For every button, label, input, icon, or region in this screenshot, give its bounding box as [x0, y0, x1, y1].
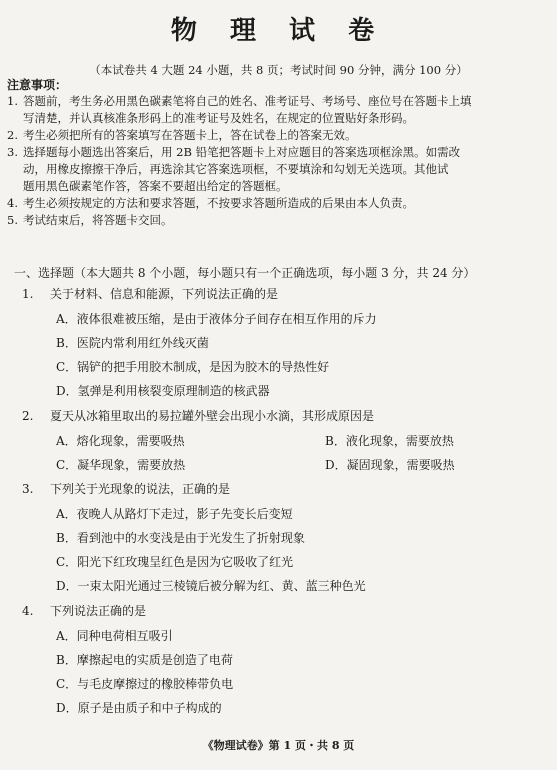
note-item — [7, 93, 547, 127]
note-number: 5. — [7, 213, 18, 227]
note-item — [7, 212, 547, 229]
note-number: 2. — [7, 128, 18, 142]
note-line: 考生必须按规定的方法和要求答题，不按要求答题所造成的后果由本人负责。 — [23, 196, 414, 210]
note-number: 3. — [7, 145, 18, 159]
note-number: 4. — [7, 196, 18, 210]
option-c: C．凝华现象，需要放热 — [56, 458, 186, 472]
note-line: 写清楚，并认真核准条形码上的准考证号及姓名，在规定的位置贴好条形码。 — [23, 111, 414, 125]
question-text: 下列关于光现象的说法，正确的是 — [50, 482, 231, 496]
option-a: A．液体很难被压缩，是由于液体分子间存在相互作用的斥力 — [56, 312, 377, 326]
question-stem — [22, 407, 542, 424]
option-a: A．同种电荷相互吸引 — [56, 629, 173, 643]
question-number: 3. — [22, 482, 34, 496]
question-number: 2. — [22, 409, 34, 423]
notes-heading: 注意事项： — [7, 78, 68, 92]
exam-meta: （本试卷共 4 大题 24 小题，共 8 页；考试时间 90 分钟，满分 100 分） — [89, 63, 468, 77]
note-line: 选择题每小题选出答案后，用 2B 铅笔把答题卡上对应题目的答案选项框涂黑。如需改 — [23, 145, 461, 159]
question-text: 夏天从冰箱里取出的易拉罐外壁会出现小水滴，其形成原因是 — [50, 409, 375, 423]
option-c: C．锅铲的把手用胶木制成，是因为胶木的导热性好 — [56, 360, 330, 374]
page-footer: 《物理试卷》第 1 页・共 8 页 — [202, 739, 355, 752]
question-text: 关于材料、信息和能源，下列说法正确的是 — [50, 287, 279, 301]
note-line: 答题前，考生务必用黑色碳素笔将自己的姓名、准考证号、考场号、座位号在答题卡上填 — [23, 94, 472, 108]
option-d: D．氢弹是利用核裂变原理制造的核武器 — [56, 384, 270, 398]
option-d: D．原子是由质子和中子构成的 — [56, 701, 222, 715]
note-number: 1. — [7, 94, 18, 108]
option-b: B．看到池中的水变浅是由于光发生了折射现象 — [56, 531, 305, 545]
option-d: D．凝固现象，需要吸热 — [325, 458, 455, 472]
question-stem — [22, 285, 542, 302]
note-item — [7, 144, 547, 195]
question-number: 1. — [22, 287, 34, 301]
note-line: 考生必须把所有的答案填写在答题卡上，答在试卷上的答案无效。 — [23, 128, 357, 142]
note-item — [7, 195, 547, 212]
option-b: B．医院内常利用红外线灭菌 — [56, 336, 209, 350]
exam-title: 物 理 试 卷 — [170, 16, 387, 46]
option-b: B．摩擦起电的实质是创造了电荷 — [56, 653, 233, 667]
note-line: 动，用橡皮擦擦干净后，再选涂其它答案选项框，不要填涂和勾划无关选项。其他试 — [23, 162, 449, 176]
section-heading: 一、选择题（本大题共 8 个小题，每小题只有一个正确选项，每小题 3 分，共 24 分） — [14, 266, 476, 280]
question-stem — [22, 480, 542, 497]
question-stem — [22, 602, 542, 619]
option-b: B．液化现象，需要放热 — [325, 434, 454, 448]
option-a: A．夜晚人从路灯下走过，影子先变长后变短 — [56, 507, 293, 521]
note-item — [7, 127, 547, 144]
question-text: 下列说法正确的是 — [50, 604, 147, 618]
note-line: 题用黑色碳素笔作答，答案不要超出给定的答题框。 — [23, 179, 288, 193]
option-a: A．熔化现象，需要吸热 — [56, 434, 185, 448]
option-c: C．与毛皮摩擦过的橡胶棒带负电 — [56, 677, 234, 691]
question-number: 4. — [22, 604, 34, 618]
option-c: C．阳光下红玫瑰呈红色是因为它吸收了红光 — [56, 555, 294, 569]
note-line: 考试结束后，将答题卡交回。 — [23, 213, 173, 227]
option-d: D．一束太阳光通过三棱镜后被分解为红、黄、蓝三种色光 — [56, 579, 366, 593]
